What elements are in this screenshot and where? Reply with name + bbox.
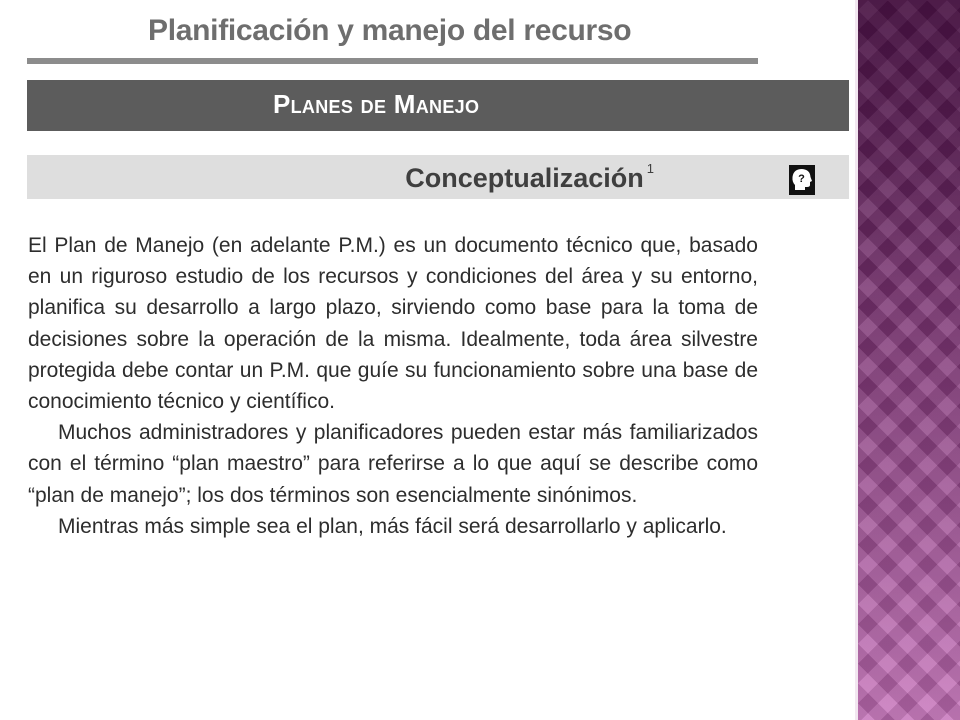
section-title: Planes de Manejo [273,89,480,119]
subsection-title-text: Conceptualización [405,163,644,193]
paragraph-3: Mientras más simple sea el plan, más fácil será desarrollarlo y aplicarlo. [58,514,727,538]
title-underline [27,58,758,64]
footnote-marker: 1 [646,161,654,176]
document-title: Planificación y manejo del recurso [148,14,632,47]
paragraph-2: Muchos administradores y planificadores pueden estar más familiarizados con el término “plan maestro” para referirse a lo que aquí se describe como “plan de manejo”; los dos términos son esencialmente sinónimos. [28,421,758,507]
head-question-icon [789,165,815,195]
side-panel-border [855,0,858,720]
paragraph-1: El Plan de Manejo (en adelante P.M.) es un documento técnico que, basado en un riguroso estudio de los recursos y condiciones del área y su entorno, planifica su desarrollo a largo plazo, sirviendo como base para la toma de decisiones sobre la operación de la misma. Idealmente, toda área silvestre protegida debe contar un P.M. que guíe su funcionamiento sobre una base de conocimiento técnico y científico. [28,234,758,414]
svg-text:?: ? [798,173,805,185]
subsection-title [405,161,654,194]
decorative-side-panel [855,0,960,720]
body-text [28,230,758,542]
